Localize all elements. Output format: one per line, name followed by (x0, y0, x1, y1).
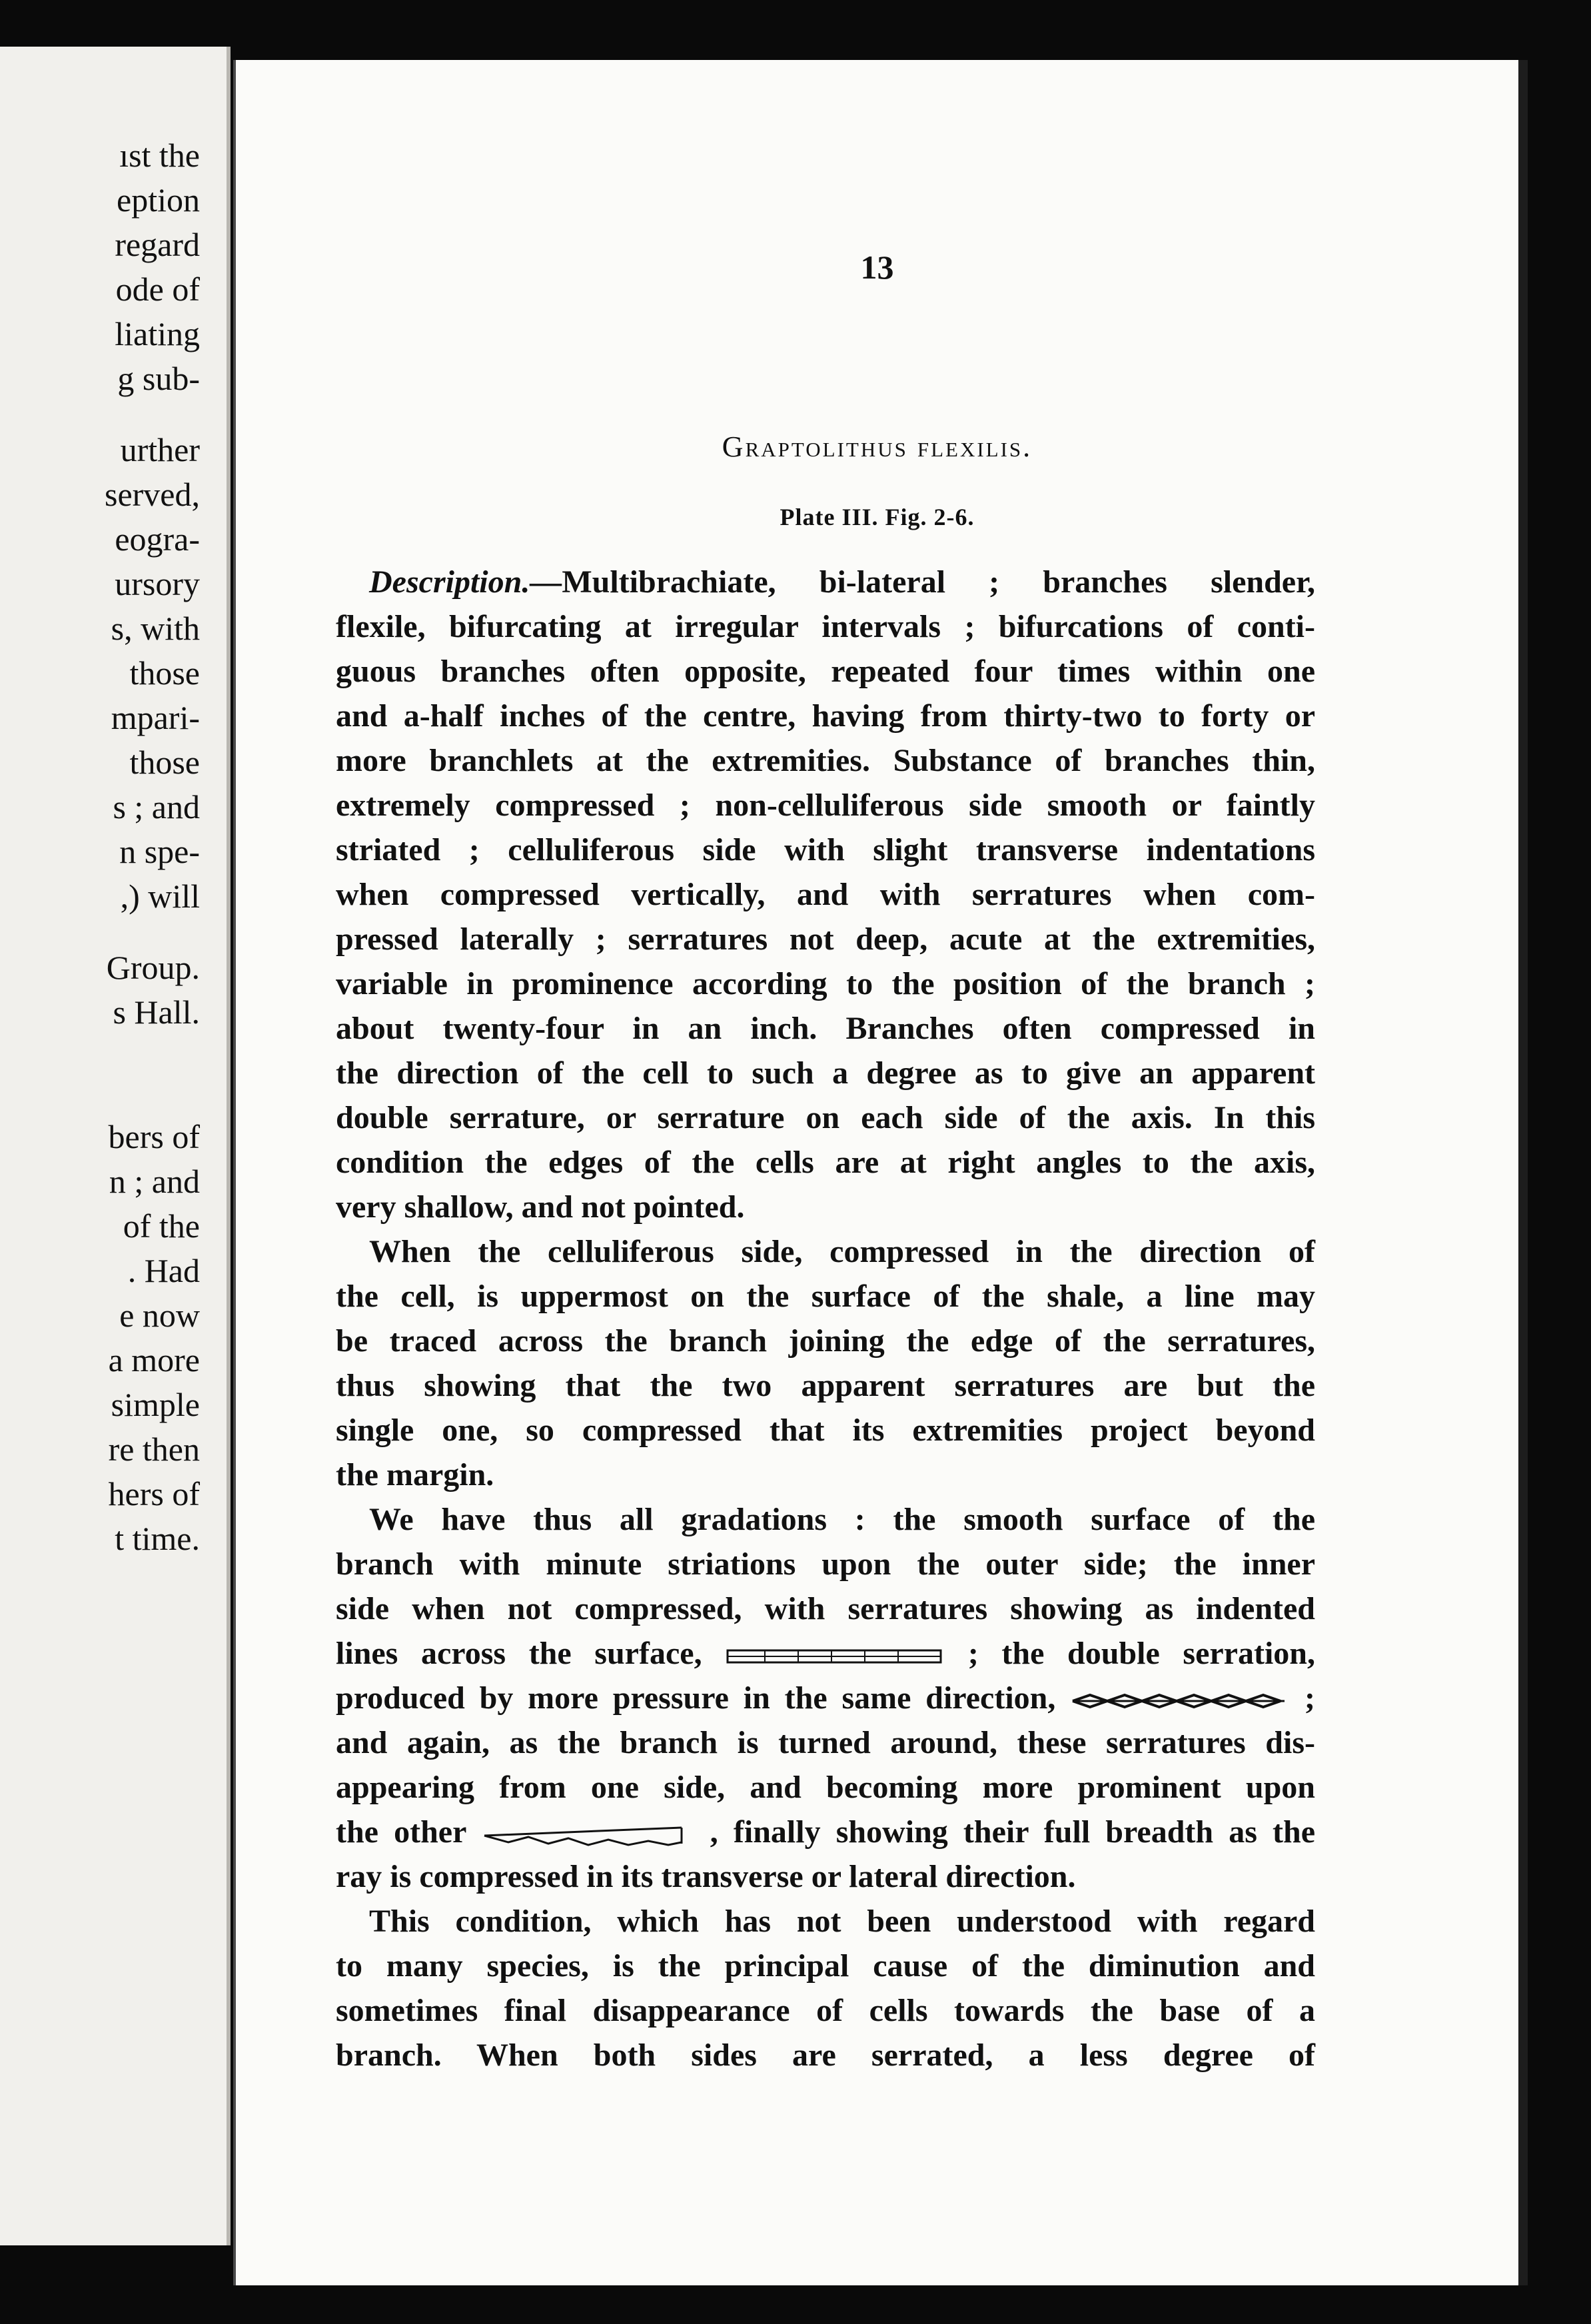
one-sided-serration-figure (482, 1824, 695, 1846)
text-line: branch. When both sides are serrated, a less degree of (336, 2037, 1315, 2073)
left-line: ,) will (120, 877, 200, 915)
left-line: hers of (108, 1475, 200, 1512)
text-line: the margin. (336, 1457, 494, 1492)
text-line: striated ; celluliferous side with slight transverse indentations (336, 832, 1315, 868)
text-line: appearing from one side, and becoming more prominent upon (336, 1770, 1315, 1805)
left-line: e now (119, 1297, 200, 1334)
left-line: a more (108, 1341, 200, 1379)
text-line: the cell, is uppermost on the surface of the shale, a line may (336, 1279, 1315, 1314)
article-title: Graptolithus flexilis. (722, 430, 1033, 463)
description-label: Description.— (369, 564, 562, 600)
text-line: thus showing that the two apparent serratures are but the (336, 1368, 1315, 1403)
left-line: served, (105, 476, 200, 513)
text-line: ray is compressed in its transverse or lateral direction. (336, 1859, 1076, 1894)
paragraph (336, 1229, 1315, 1497)
text-line: about twenty-four in an inch. Branches often compressed in (336, 1011, 1315, 1046)
left-line: those (129, 744, 200, 781)
left-line: n spe- (119, 833, 200, 870)
left-line: urther (120, 431, 200, 468)
text-line: guous branches often opposite, repeated four times within one (336, 654, 1315, 689)
page-number: 13 (860, 249, 894, 286)
left-line: of the (123, 1207, 200, 1245)
text-line: This condition, which has not been understood with regard (369, 1904, 1315, 1939)
text-line: very shallow, and not pointed. (336, 1189, 745, 1225)
previous-page-text (0, 133, 200, 1561)
indented-lines-figure (725, 1646, 945, 1666)
text-line: produced by more pressure in the same direction, ; (336, 1680, 1315, 1716)
current-page (233, 60, 1528, 2285)
left-line: mpari- (111, 699, 200, 736)
text-line: be traced across the branch joining the edge of the serratures, (336, 1323, 1315, 1359)
left-line: ode of (115, 271, 200, 308)
left-line: ursory (115, 565, 200, 602)
text-line: Description.—Multibrachiate, bi-lateral ; branches slender, (369, 564, 1315, 600)
previous-page (0, 47, 231, 2245)
text-line: and again, as the branch is turned around, these serratures dis- (336, 1725, 1315, 1760)
text-line: double serrature, or serrature on each side of the axis. In this (336, 1100, 1315, 1135)
paragraph (336, 1497, 1315, 1899)
text-line: sometimes final disappearance of cells towards the base of a (336, 1993, 1315, 2028)
text-line: lines across the surface, ; the double serration, (336, 1636, 1315, 1671)
left-line: liating (115, 315, 200, 352)
left-line: . Had (127, 1252, 200, 1289)
left-line: those (129, 654, 200, 692)
text-line: when compressed vertically, and with serratures when com- (336, 877, 1315, 912)
left-line: eption (117, 181, 200, 219)
left-line: eogra- (115, 520, 200, 558)
left-line: s Hall. (113, 993, 200, 1031)
left-line: Group. (106, 949, 200, 986)
text-line: When the celluliferous side, compressed in the direction of (369, 1234, 1315, 1269)
paragraph-description (336, 560, 1315, 1229)
text-line: condition the edges of the cells are at right angles to the axis, (336, 1145, 1315, 1180)
text-line: variable in prominence according to the position of the branch ; (336, 966, 1315, 1001)
left-line: ıst the (119, 137, 200, 174)
text-line: pressed laterally ; serratures not deep, acute at the extremities, (336, 921, 1315, 957)
left-line: simple (111, 1386, 200, 1423)
double-serration-figure (1070, 1690, 1290, 1712)
left-line: s, with (111, 610, 200, 647)
text-line: side when not compressed, with serratures showing as indented (336, 1591, 1315, 1626)
left-line: g sub- (117, 360, 200, 397)
text-line: extremely compressed ; non-celluliferous side smooth or faintly (336, 788, 1315, 823)
text-line: single one, so compressed that its extremities project beyond (336, 1413, 1315, 1448)
text-line: the direction of the cell to such a degree as to give an apparent (336, 1055, 1315, 1091)
text-line: branch with minute striations upon the outer side; the inner (336, 1546, 1315, 1582)
text-line: flexile, bifurcating at irregular intervals ; bifurcations of conti- (336, 609, 1315, 644)
text-line: to many species, is the principal cause of the diminution and (336, 1948, 1315, 1984)
left-line: re then (108, 1431, 200, 1468)
article-body (336, 560, 1315, 2077)
paragraph (336, 1899, 1315, 2077)
text-line: We have thus all gradations : the smooth surface of the (369, 1502, 1315, 1537)
text-line: more branchlets at the extremities. Substance of branches thin, (336, 743, 1315, 778)
plate-reference: Plate III. Fig. 2-6. (780, 504, 975, 530)
text-line: the other , finally showing their full breadth as the (336, 1814, 1315, 1850)
left-line: regard (115, 226, 200, 263)
text-line: and a-half inches of the centre, having from thirty-two to forty or (336, 698, 1315, 734)
left-line: n ; and (109, 1163, 200, 1200)
left-line: t time. (115, 1520, 200, 1557)
left-line: s ; and (113, 788, 200, 826)
left-line: bers of (108, 1118, 200, 1155)
